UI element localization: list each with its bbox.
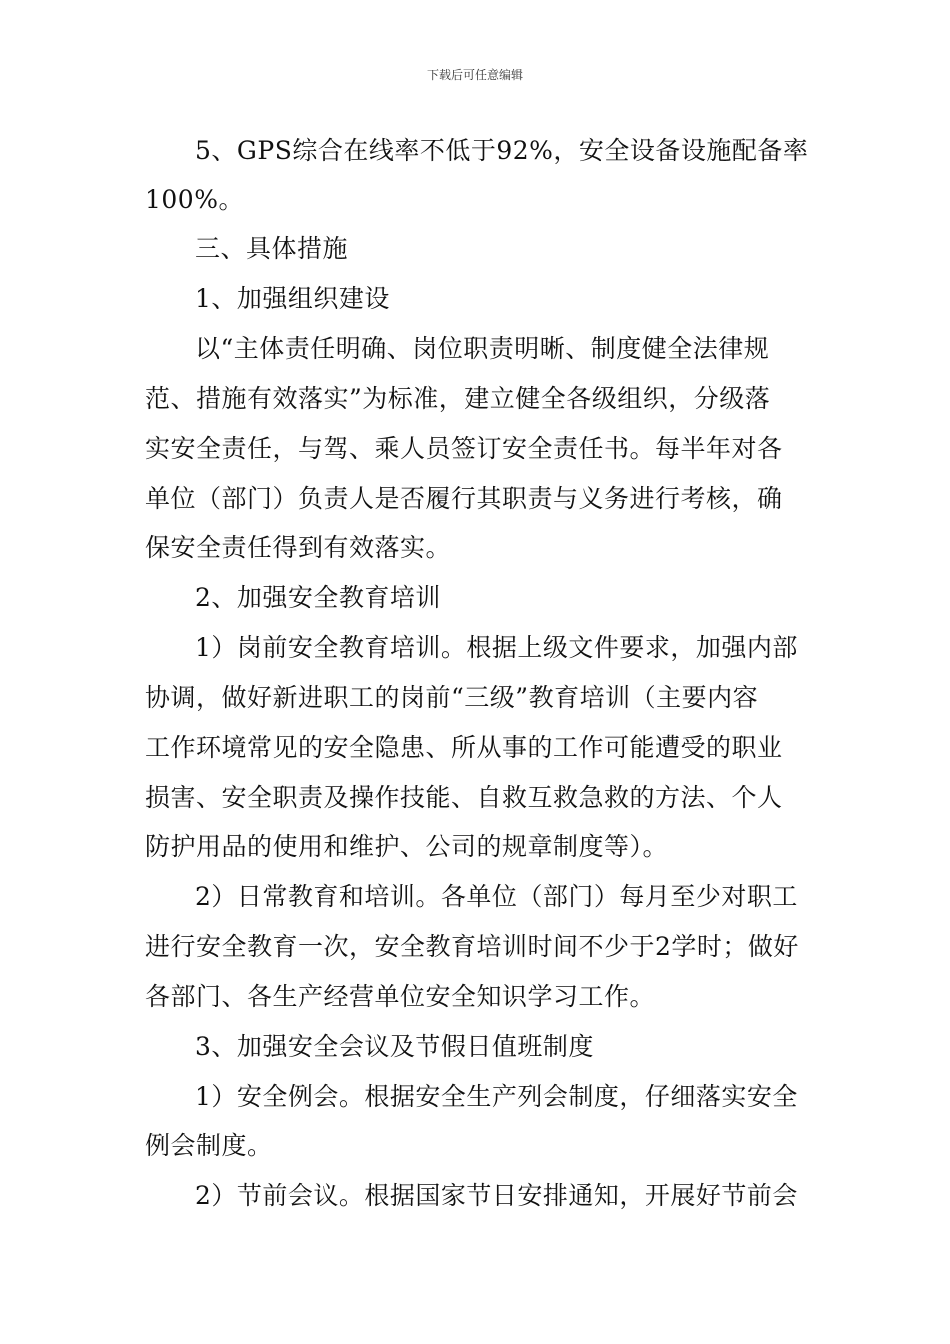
- subsection-heading: 3、加强安全会议及节假日值班制度: [195, 1032, 594, 1061]
- subsection-heading: 2、加强安全教育培训: [195, 583, 441, 612]
- text-line: 协调，做好新进职工的岗前“三级”教育培训（主要内容: [145, 683, 759, 712]
- text-line: 1）岗前安全教育培训。根据上级文件要求，加强内部: [195, 633, 798, 662]
- text-line: 5、GPS综合在线率不低于92%，安全设备设施配备率: [195, 136, 809, 165]
- text-line: 100%。: [145, 185, 244, 214]
- text-line: 损害、安全职责及操作技能、自救互救急救的方法、个人: [145, 783, 783, 812]
- page-header: 下载后可任意编辑: [426, 68, 523, 82]
- subsection-heading: 1、加强组织建设: [195, 284, 390, 313]
- text-line: 各部门、各生产经营单位安全知识学习工作。: [145, 982, 656, 1011]
- text-line: 例会制度。: [145, 1131, 273, 1160]
- text-line: 范、措施有效落实”为标准，建立健全各级组织，分级落: [145, 384, 771, 413]
- text-line: 进行安全教育一次，安全教育培训时间不少于2学时；做好: [145, 932, 799, 961]
- text-line: 2）节前会议。根据国家节日安排通知，开展好节前会: [195, 1181, 798, 1210]
- text-line: 2）日常教育和培训。各单位（部门）每月至少对职工: [195, 882, 798, 911]
- text-line: 实安全责任，与驾、乘人员签订安全责任书。每半年对各: [145, 434, 783, 463]
- text-line: 防护用品的使用和维护、公司的规章制度等）。: [145, 832, 669, 861]
- text-line: 1）安全例会。根据安全生产列会制度，仔细落实安全: [195, 1082, 798, 1111]
- text-line: 工作环境常见的安全隐患、所从事的工作可能遭受的职业: [145, 733, 783, 762]
- text-line: 保安全责任得到有效落实。: [145, 533, 452, 562]
- text-line: 单位（部门）负责人是否履行其职责与义务进行考核，确: [145, 484, 783, 513]
- section-heading: 三、具体措施: [195, 234, 349, 263]
- text-line: 以“主体责任明确、岗位职责明晰、制度健全法律规: [195, 334, 770, 363]
